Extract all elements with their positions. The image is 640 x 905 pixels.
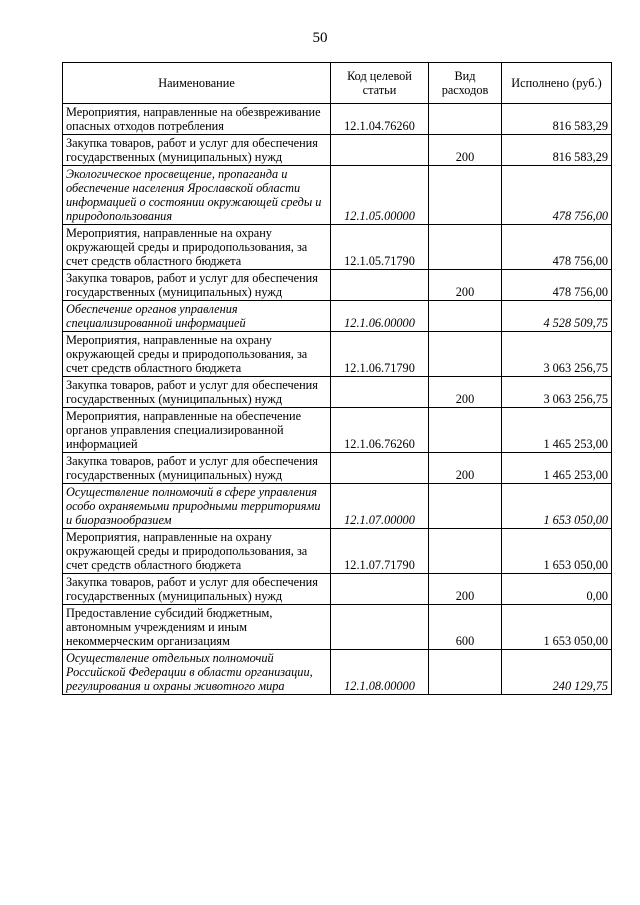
row-amount-cell: 1 653 050,00 bbox=[502, 605, 612, 650]
row-amount-cell: 3 063 256,75 bbox=[502, 332, 612, 377]
row-name-cell: Мероприятия, направленные на обезвреживание опасных отходов потребления bbox=[63, 104, 331, 135]
table-row bbox=[63, 377, 612, 408]
header-amount: Исполнено (руб.) bbox=[502, 63, 612, 104]
row-kind-cell bbox=[429, 408, 502, 453]
row-name-cell: Закупка товаров, работ и услуг для обеспечения государственных (муниципальных) нужд bbox=[63, 135, 331, 166]
budget-table bbox=[62, 62, 612, 695]
row-name-cell: Закупка товаров, работ и услуг для обеспечения государственных (муниципальных) нужд bbox=[63, 453, 331, 484]
row-code-cell: 12.1.05.71790 bbox=[331, 225, 429, 270]
row-kind-cell bbox=[429, 529, 502, 574]
row-code-cell bbox=[331, 135, 429, 166]
table-row bbox=[63, 650, 612, 695]
row-code-cell bbox=[331, 270, 429, 301]
row-amount-cell: 0,00 bbox=[502, 574, 612, 605]
row-kind-cell bbox=[429, 484, 502, 529]
row-name-cell: Обеспечение органов управления специализированной информацией bbox=[63, 301, 331, 332]
row-code-cell: 12.1.07.71790 bbox=[331, 529, 429, 574]
row-amount-cell: 1 465 253,00 bbox=[502, 408, 612, 453]
header-code: Код целевой статьи bbox=[331, 63, 429, 104]
table-row bbox=[63, 270, 612, 301]
row-kind-cell bbox=[429, 225, 502, 270]
row-amount-cell: 1 465 253,00 bbox=[502, 453, 612, 484]
row-name-cell: Предоставление субсидий бюджетным, автономным учреждениям и иным некоммерческим организациям bbox=[63, 605, 331, 650]
table-row bbox=[63, 529, 612, 574]
row-amount-cell: 1 653 050,00 bbox=[502, 529, 612, 574]
row-name-cell: Мероприятия, направленные на охрану окружающей среды и природопользования, за счет средств областного бюджета bbox=[63, 529, 331, 574]
row-amount-cell: 478 756,00 bbox=[502, 270, 612, 301]
row-code-cell: 12.1.06.71790 bbox=[331, 332, 429, 377]
row-name-cell: Мероприятия, направленные на охрану окружающей среды и природопользования, за счет средств областного бюджета bbox=[63, 225, 331, 270]
row-kind-cell bbox=[429, 332, 502, 377]
row-amount-cell: 3 063 256,75 bbox=[502, 377, 612, 408]
row-amount-cell: 240 129,75 bbox=[502, 650, 612, 695]
row-name-cell: Мероприятия, направленные на охрану окружающей среды и природопользования, за счет средств областного бюджета bbox=[63, 332, 331, 377]
table-row bbox=[63, 605, 612, 650]
row-amount-cell: 1 653 050,00 bbox=[502, 484, 612, 529]
table-row bbox=[63, 301, 612, 332]
table-row bbox=[63, 484, 612, 529]
table-header-row bbox=[63, 63, 612, 104]
table-row bbox=[63, 104, 612, 135]
row-code-cell: 12.1.08.00000 bbox=[331, 650, 429, 695]
table-row bbox=[63, 408, 612, 453]
row-name-cell: Экологическое просвещение, пропаганда и обеспечение населения Ярославской области информацией о состоянии окружающей среды и природопользования bbox=[63, 166, 331, 225]
row-kind-cell bbox=[429, 301, 502, 332]
row-code-cell: 12.1.04.76260 bbox=[331, 104, 429, 135]
table-row bbox=[63, 135, 612, 166]
page-number: 50 bbox=[312, 30, 328, 46]
row-kind-cell bbox=[429, 166, 502, 225]
row-name-cell: Мероприятия, направленные на обеспечение органов управления специализированной информацией bbox=[63, 408, 331, 453]
row-kind-cell: 600 bbox=[429, 605, 502, 650]
row-code-cell bbox=[331, 605, 429, 650]
row-kind-cell: 200 bbox=[429, 453, 502, 484]
row-kind-cell bbox=[429, 650, 502, 695]
row-amount-cell: 816 583,29 bbox=[502, 135, 612, 166]
row-kind-cell bbox=[429, 104, 502, 135]
row-kind-cell: 200 bbox=[429, 135, 502, 166]
row-kind-cell: 200 bbox=[429, 574, 502, 605]
row-kind-cell: 200 bbox=[429, 270, 502, 301]
row-amount-cell: 816 583,29 bbox=[502, 104, 612, 135]
header-name: Наименование bbox=[63, 63, 331, 104]
row-code-cell bbox=[331, 377, 429, 408]
row-amount-cell: 478 756,00 bbox=[502, 225, 612, 270]
row-code-cell: 12.1.07.00000 bbox=[331, 484, 429, 529]
table-row bbox=[63, 574, 612, 605]
row-name-cell: Осуществление полномочий в сфере управления особо охраняемыми природными территориями и биоразнообразием bbox=[63, 484, 331, 529]
table-row bbox=[63, 453, 612, 484]
row-name-cell: Закупка товаров, работ и услуг для обеспечения государственных (муниципальных) нужд bbox=[63, 270, 331, 301]
row-name-cell: Осуществление отдельных полномочий Российской Федерации в области организации, регулирования и охраны животного мира bbox=[63, 650, 331, 695]
row-code-cell bbox=[331, 574, 429, 605]
row-code-cell: 12.1.05.00000 bbox=[331, 166, 429, 225]
row-name-cell: Закупка товаров, работ и услуг для обеспечения государственных (муниципальных) нужд bbox=[63, 574, 331, 605]
row-code-cell bbox=[331, 453, 429, 484]
row-amount-cell: 4 528 509,75 bbox=[502, 301, 612, 332]
header-kind: Вид расходов bbox=[429, 63, 502, 104]
row-amount-cell: 478 756,00 bbox=[502, 166, 612, 225]
table-row bbox=[63, 332, 612, 377]
row-code-cell: 12.1.06.76260 bbox=[331, 408, 429, 453]
table-row bbox=[63, 225, 612, 270]
row-code-cell: 12.1.06.00000 bbox=[331, 301, 429, 332]
table-row bbox=[63, 166, 612, 225]
row-name-cell: Закупка товаров, работ и услуг для обеспечения государственных (муниципальных) нужд bbox=[63, 377, 331, 408]
row-kind-cell: 200 bbox=[429, 377, 502, 408]
